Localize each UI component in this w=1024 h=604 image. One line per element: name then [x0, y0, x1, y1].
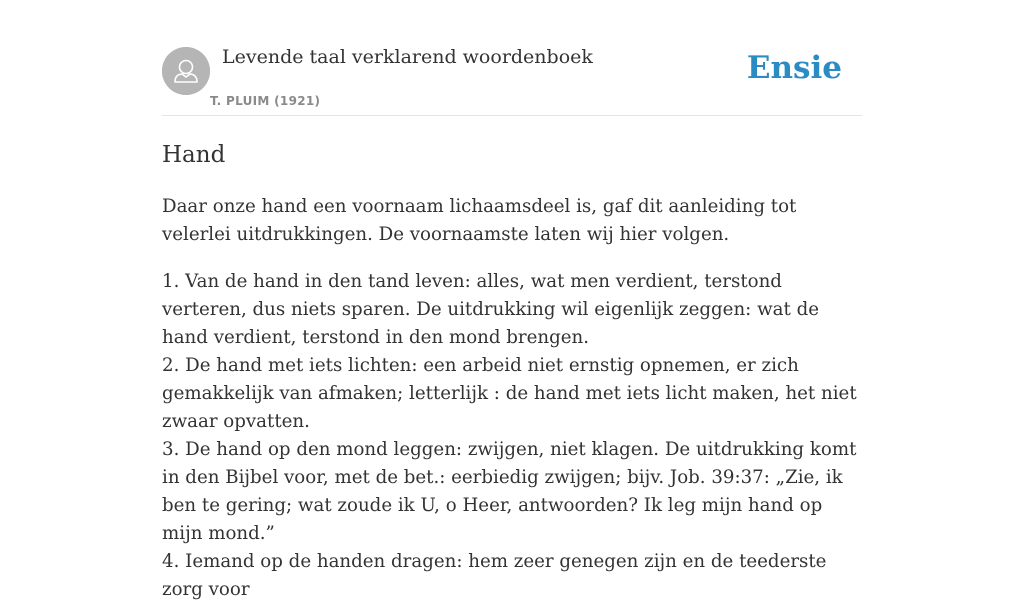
book-title-link[interactable]: Levende taal verklarend woordenboek [222, 46, 593, 68]
ensie-logo-link[interactable]: Ensie [746, 50, 842, 86]
expression-item-2: 2. De hand met iets lichten: een arbeid niet ernstig opnemen, er zich gemakkelijk van afmaken; letterlijk : de hand met iets licht maken, het niet zwaar opvatten. [162, 355, 857, 432]
expression-list [162, 268, 862, 604]
entry-title: Hand [162, 142, 226, 168]
expression-item-3: 3. De hand op den mond leggen: zwijgen, niet klagen. De uitdrukking komt in den Bijbel voor, met de bet.: eerbiedig zwijgen; bijv. Job. 39:37: „Zie, ik ben te gering; wat zoude ik U, o Heer, antwoorden? Ik leg mijn hand op mijn mond.” [162, 439, 857, 544]
content-container [162, 0, 862, 604]
header [162, 0, 862, 116]
author-label: T. PLUIM (1921) [210, 94, 321, 108]
user-avatar-icon[interactable] [162, 47, 210, 95]
expression-item-4: 4. Iemand op de handen dragen: hem zeer genegen zijn en de teederste zorg voor [162, 551, 827, 600]
entry-intro: Daar onze hand een voornaam lichaamsdeel is, gaf dit aanleiding tot velerlei uitdrukkingen. De voornaamste laten wij hier volgen. [162, 196, 797, 245]
expression-item-1: 1. Van de hand in den tand leven: alles, wat men verdient, terstond verteren, dus niets sparen. De uitdrukking wil eigenlijk zeggen: wat de hand verdient, terstond in den mond brengen. [162, 271, 819, 348]
